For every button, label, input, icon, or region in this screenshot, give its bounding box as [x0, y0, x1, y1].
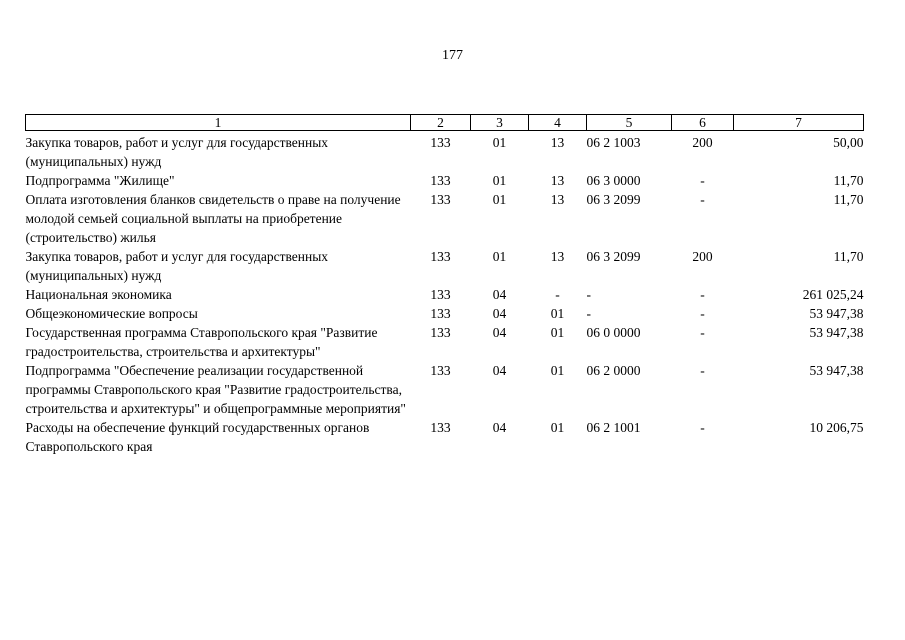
amount: 11,70 — [833, 249, 864, 264]
code-vr: - — [700, 192, 705, 207]
code-rz: 04 — [492, 325, 507, 340]
code-rz: 04 — [492, 306, 507, 321]
code-gr: 133 — [430, 192, 451, 207]
column-header-5: 5 — [587, 115, 672, 131]
code-vr: - — [700, 306, 705, 321]
table-row — [26, 247, 864, 285]
code-rz: 01 — [492, 173, 507, 188]
code-csr: - — [586, 287, 591, 302]
code-csr: 06 3 2099 — [586, 192, 641, 207]
amount: 11,70 — [833, 192, 864, 207]
code-pr: 01 — [550, 306, 565, 321]
amount: 53 947,38 — [809, 363, 864, 378]
code-vr: - — [700, 287, 705, 302]
code-pr: 01 — [550, 325, 565, 340]
code-csr: 06 3 0000 — [586, 173, 641, 188]
code-csr: 06 3 2099 — [586, 249, 641, 264]
code-rz: 01 — [492, 192, 507, 207]
code-rz: 04 — [492, 363, 507, 378]
code-pr: 13 — [550, 173, 565, 188]
row-name: Закупка товаров, работ и услуг для государственных (муниципальных) нужд — [25, 249, 329, 283]
table-row — [26, 323, 864, 361]
amount: 11,70 — [833, 173, 864, 188]
row-name: Расходы на обеспечение функций государственных органов Ставропольского края — [25, 420, 370, 454]
table-row — [26, 190, 864, 247]
column-header-1: 1 — [26, 115, 411, 131]
table-row — [26, 361, 864, 418]
code-vr: - — [700, 173, 705, 188]
table-row — [26, 304, 864, 323]
code-csr: - — [586, 306, 591, 321]
code-rz: 01 — [492, 249, 507, 264]
code-gr: 133 — [430, 287, 451, 302]
row-name: Оплата изготовления бланков свидетельств о праве на получение молодой семьей социальной выплаты на приобретение (строительство) жилья — [25, 192, 401, 245]
column-header-6: 6 — [672, 115, 734, 131]
code-pr: 13 — [550, 192, 565, 207]
code-pr: 13 — [550, 135, 565, 150]
table-row — [26, 285, 864, 304]
code-pr: 01 — [550, 420, 565, 435]
code-pr: - — [555, 287, 560, 302]
code-gr: 133 — [430, 325, 451, 340]
code-gr: 133 — [430, 135, 451, 150]
code-vr: - — [700, 325, 705, 340]
code-pr: 01 — [550, 363, 565, 378]
code-gr: 133 — [430, 306, 451, 321]
code-csr: 06 0 0000 — [586, 325, 641, 340]
row-name: Закупка товаров, работ и услуг для государственных (муниципальных) нужд — [25, 135, 329, 169]
code-vr: - — [700, 420, 705, 435]
column-header-2: 2 — [411, 115, 471, 131]
code-csr: 06 2 0000 — [586, 363, 641, 378]
column-header-3: 3 — [471, 115, 529, 131]
table-row — [26, 131, 864, 172]
amount: 10 206,75 — [809, 420, 864, 435]
table-row — [26, 171, 864, 190]
code-vr: 200 — [692, 135, 713, 150]
amount: 261 025,24 — [802, 287, 864, 302]
table-row — [26, 418, 864, 456]
row-name: Государственная программа Ставропольского края "Развитие градостроительства, строительства и архитектуры" — [25, 325, 378, 359]
amount: 53 947,38 — [809, 306, 864, 321]
code-vr: - — [700, 363, 705, 378]
code-vr: 200 — [692, 249, 713, 264]
code-gr: 133 — [430, 363, 451, 378]
amount: 50,00 — [833, 135, 864, 150]
row-name: Подпрограмма "Обеспечение реализации государственной программы Ставропольского края "Развитие градостроительства, строительства и архитектуры" и общепрограммные мероприятия" — [25, 363, 406, 416]
row-name: Общеэкономические вопросы — [25, 306, 198, 321]
code-pr: 13 — [550, 249, 565, 264]
header-row — [26, 115, 864, 131]
code-gr: 133 — [430, 249, 451, 264]
code-csr: 06 2 1001 — [586, 420, 641, 435]
code-rz: 04 — [492, 420, 507, 435]
column-header-7: 7 — [734, 115, 864, 131]
row-name: Подпрограмма "Жилище" — [25, 173, 175, 188]
amount: 53 947,38 — [809, 325, 864, 340]
page-number: 177 — [442, 48, 463, 63]
code-rz: 04 — [492, 287, 507, 302]
code-gr: 133 — [430, 420, 451, 435]
row-name: Национальная экономика — [25, 287, 172, 302]
budget-table — [25, 114, 864, 456]
code-rz: 01 — [492, 135, 507, 150]
code-csr: 06 2 1003 — [586, 135, 641, 150]
column-header-4: 4 — [529, 115, 587, 131]
code-gr: 133 — [430, 173, 451, 188]
